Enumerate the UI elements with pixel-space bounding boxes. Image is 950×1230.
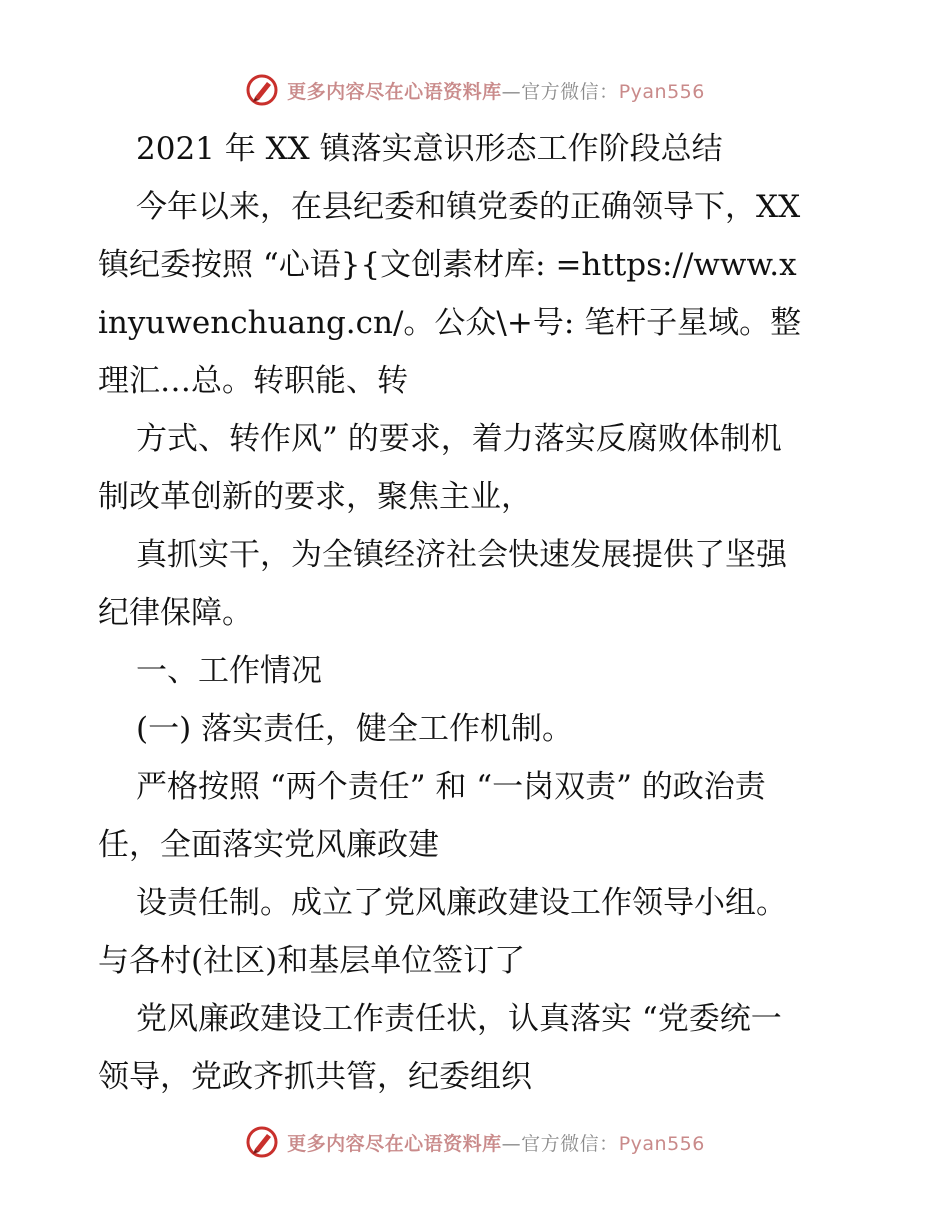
subsection-heading: (一) 落实责任，健全工作机制。 [136, 711, 574, 747]
text-line: 任，全面落实党风廉政建 [98, 827, 439, 863]
text-line: 制改革创新的要求，聚焦主业， [98, 479, 532, 515]
text-line: 真抓实干，为全镇经济社会快速发展提供了坚强 [136, 537, 787, 573]
watermark-official: —官方微信： [501, 80, 619, 103]
pen-logo-icon [245, 73, 279, 107]
text-line: inyuwenchuang.cn/。公众\+号: 笔杆子星域。整 [98, 305, 802, 341]
text-line: 纪律保障。 [98, 595, 253, 631]
watermark-brand: 更多内容尽在心语资料库 [287, 1132, 502, 1155]
text-line: 设责任制。成立了党风廉政建设工作领导小组。 [136, 885, 787, 921]
watermark-brand: 更多内容尽在心语资料库 [287, 80, 502, 103]
watermark-id: Pyan556 [618, 80, 705, 103]
watermark-official: —官方微信： [501, 1132, 619, 1155]
text-line: 与各村(社区)和基层单位签订了 [98, 943, 526, 979]
text-line: 理汇…总。转职能、转 [98, 363, 408, 399]
pen-logo-icon [245, 1125, 279, 1159]
text-line: 今年以来，在县纪委和镇党委的正确领导下，XX [136, 189, 801, 225]
text-line: 领导，党政齐抓共管，纪委组织 [98, 1059, 532, 1095]
watermark-text [287, 77, 705, 104]
document-body [98, 120, 856, 1106]
watermark-header [0, 70, 950, 110]
document-title: 2021 年 XX 镇落实意识形态工作阶段总结 [136, 131, 723, 167]
text-line: 党风廉政建设工作责任状，认真落实 “党委统一 [136, 1001, 782, 1037]
text-line: 镇纪委按照 “心语}{文创素材库: =https://www.x [98, 247, 797, 283]
watermark-id: Pyan556 [618, 1132, 705, 1155]
watermark-footer [0, 1122, 950, 1162]
text-line: 严格按照 “两个责任” 和 “一岗双责” 的政治责 [136, 769, 766, 805]
watermark-text [287, 1129, 705, 1156]
text-line: 方式、转作风” 的要求，着力落实反腐败体制机 [136, 421, 782, 457]
section-heading: 一、工作情况 [136, 653, 322, 689]
